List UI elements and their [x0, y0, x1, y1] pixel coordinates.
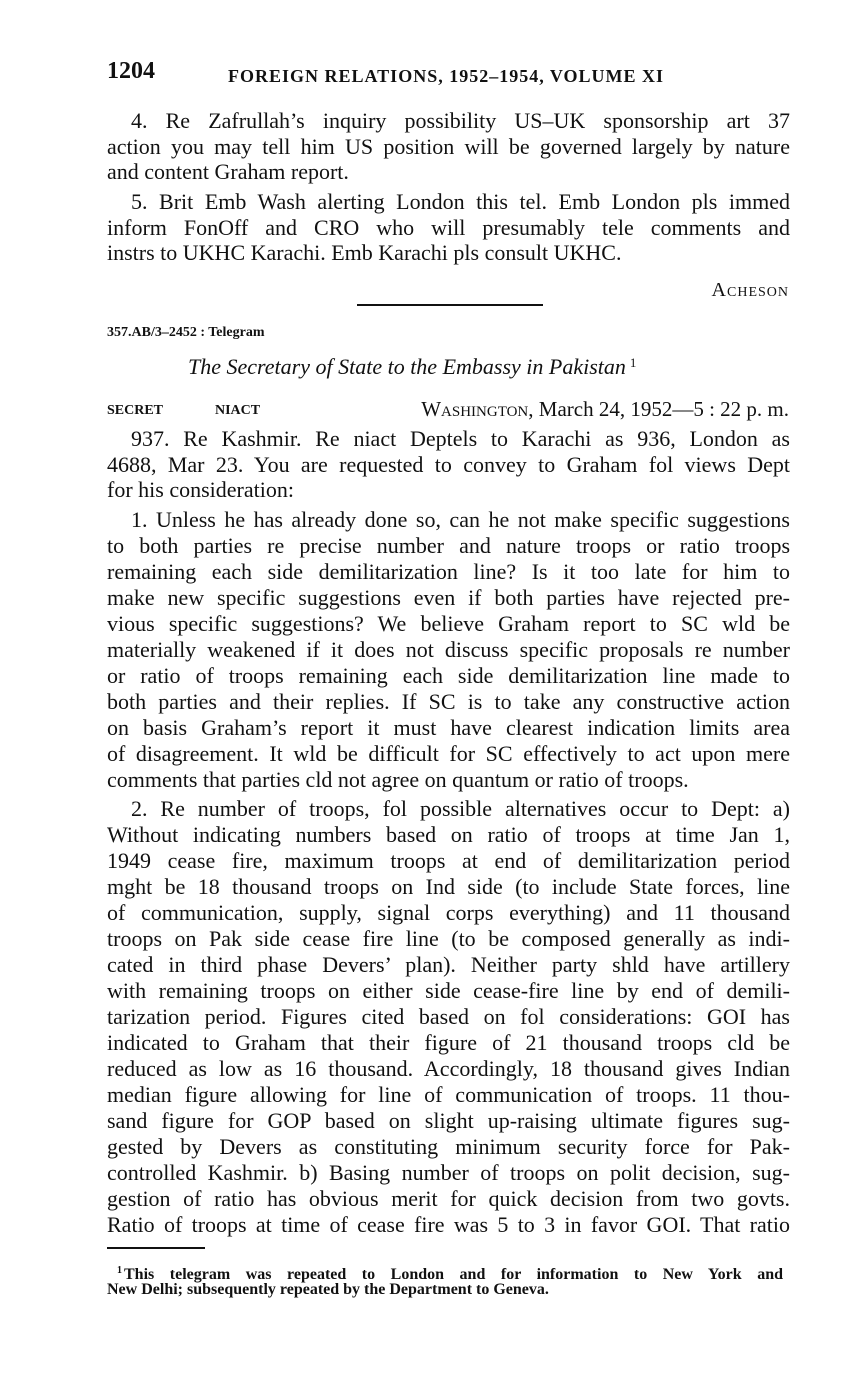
footnote-line: $^1$ This telegram was repeated to London and for information to New York and [117, 1265, 783, 1283]
prev-doc-line: 5. Brit Emb Wash alerting London this tel. Emb London pls immed [131, 189, 790, 214]
footnote-separator [107, 1247, 205, 1249]
body-line: 2. Re number of troops, fol possible alternatives occur to Dept: a) [131, 796, 790, 821]
body-line: 1. Unless he has already done so, can he not make specific suggestions [131, 507, 790, 532]
classification: SECRET [107, 403, 164, 418]
prev-doc-line: and content Graham report. [107, 159, 349, 184]
body-line: 937. Re Kashmir. Re niact Deptels to Karachi as 936, London as [131, 426, 790, 451]
file-number: 357.AB/3–2452 : Telegram [107, 325, 265, 340]
body-line: of disagreement. It wld be difficult for SC effectively to act upon mere [107, 741, 790, 766]
body-line: Ratio of troops at time of cease fire was 5 to 3 in favor GOI. That ratio [107, 1212, 790, 1237]
body-line: troops on Pak side cease fire line (to be composed generally as indi- [107, 926, 790, 951]
running-title: FOREIGN RELATIONS, 1952–1954, VOLUME XI [228, 66, 665, 86]
body-line: gested by Devers as constituting minimum security force for Pak- [107, 1134, 790, 1159]
document-separator [357, 304, 543, 306]
body-line: to both parties re precise number and nature troops or ratio troops [107, 533, 790, 558]
body-line: tarization period. Figures cited based on fol considerations: GOI has [107, 1004, 790, 1029]
footnote-mark: 1 [117, 1265, 122, 1276]
footnote-line: New Delhi; subsequently repeated by the Department to Geneva. [107, 1281, 549, 1298]
body-line: for his consideration: [107, 477, 294, 502]
dateline: Washington, March 24, 1952—5 : 22 p. m. [421, 397, 789, 421]
prev-doc-line: action you may tell him US position will be governed largely by nature [107, 134, 790, 159]
body-line: controlled Kashmir. b) Basing number of troops on polit decision, sug- [107, 1160, 790, 1185]
precedence: NIACT [215, 403, 261, 418]
document-title: The Secretary of State to the Embassy in Pakistan $^1$ [188, 354, 637, 379]
body-line: cated in third phase Devers’ plan). Neither party shld have artillery [107, 952, 790, 977]
body-line: Without indicating numbers based on ratio of troops at time Jan 1, [107, 822, 790, 847]
prev-doc-line: instrs to UKHC Karachi. Emb Karachi pls consult UKHC. [107, 240, 622, 265]
body-line: reduced as low as 16 thousand. Accordingly, 18 thousand gives Indian [107, 1056, 790, 1081]
body-line: 1949 cease fire, maximum troops at end of demilitarization period [107, 848, 790, 873]
body-line: gestion of ratio has obvious merit for quick decision from two govts. [107, 1186, 790, 1211]
page-number: 1204 [107, 58, 155, 84]
body-line: materially weakened if it does not discuss specific proposals re number [107, 637, 790, 662]
body-line: indicated to Graham that their figure of 21 thousand troops cld be [107, 1030, 790, 1055]
body-line: with remaining troops on either side cease-fire line by end of demili- [107, 978, 790, 1003]
body-line: vious specific suggestions? We believe Graham report to SC wld be [107, 611, 790, 636]
body-line: make new specific suggestions even if both parties have rejected pre- [107, 585, 790, 610]
body-line: both parties and their replies. If SC is to take any constructive action [107, 689, 790, 714]
body-line: 4688, Mar 23. You are requested to convey to Graham fol views Dept [107, 452, 790, 477]
prev-doc-line: 4. Re Zafrullah’s inquiry possibility US–UK sponsorship art 37 [131, 108, 790, 133]
signature: Acheson [711, 279, 789, 301]
footnote-marker: 1 [629, 355, 637, 370]
body-line: sand figure for GOP based on slight up-raising ultimate figures sug- [107, 1108, 790, 1133]
prev-doc-line: inform FonOff and CRO who will presumably tele comments and [107, 215, 790, 240]
body-line: mght be 18 thousand troops on Ind side (to include State forces, line [107, 874, 790, 899]
body-line: median figure allowing for line of communication of troops. 11 thou- [107, 1082, 790, 1107]
body-line: of communication, supply, signal corps everything) and 11 thousand [107, 900, 790, 925]
body-line: or ratio of troops remaining each side demilitarization line made to [107, 663, 790, 688]
body-line: on basis Graham’s report it must have clearest indication limits area [107, 715, 790, 740]
body-line: remaining each side demilitarization line? Is it too late for him to [107, 559, 790, 584]
body-line: comments that parties cld not agree on quantum or ratio of troops. [107, 767, 689, 792]
